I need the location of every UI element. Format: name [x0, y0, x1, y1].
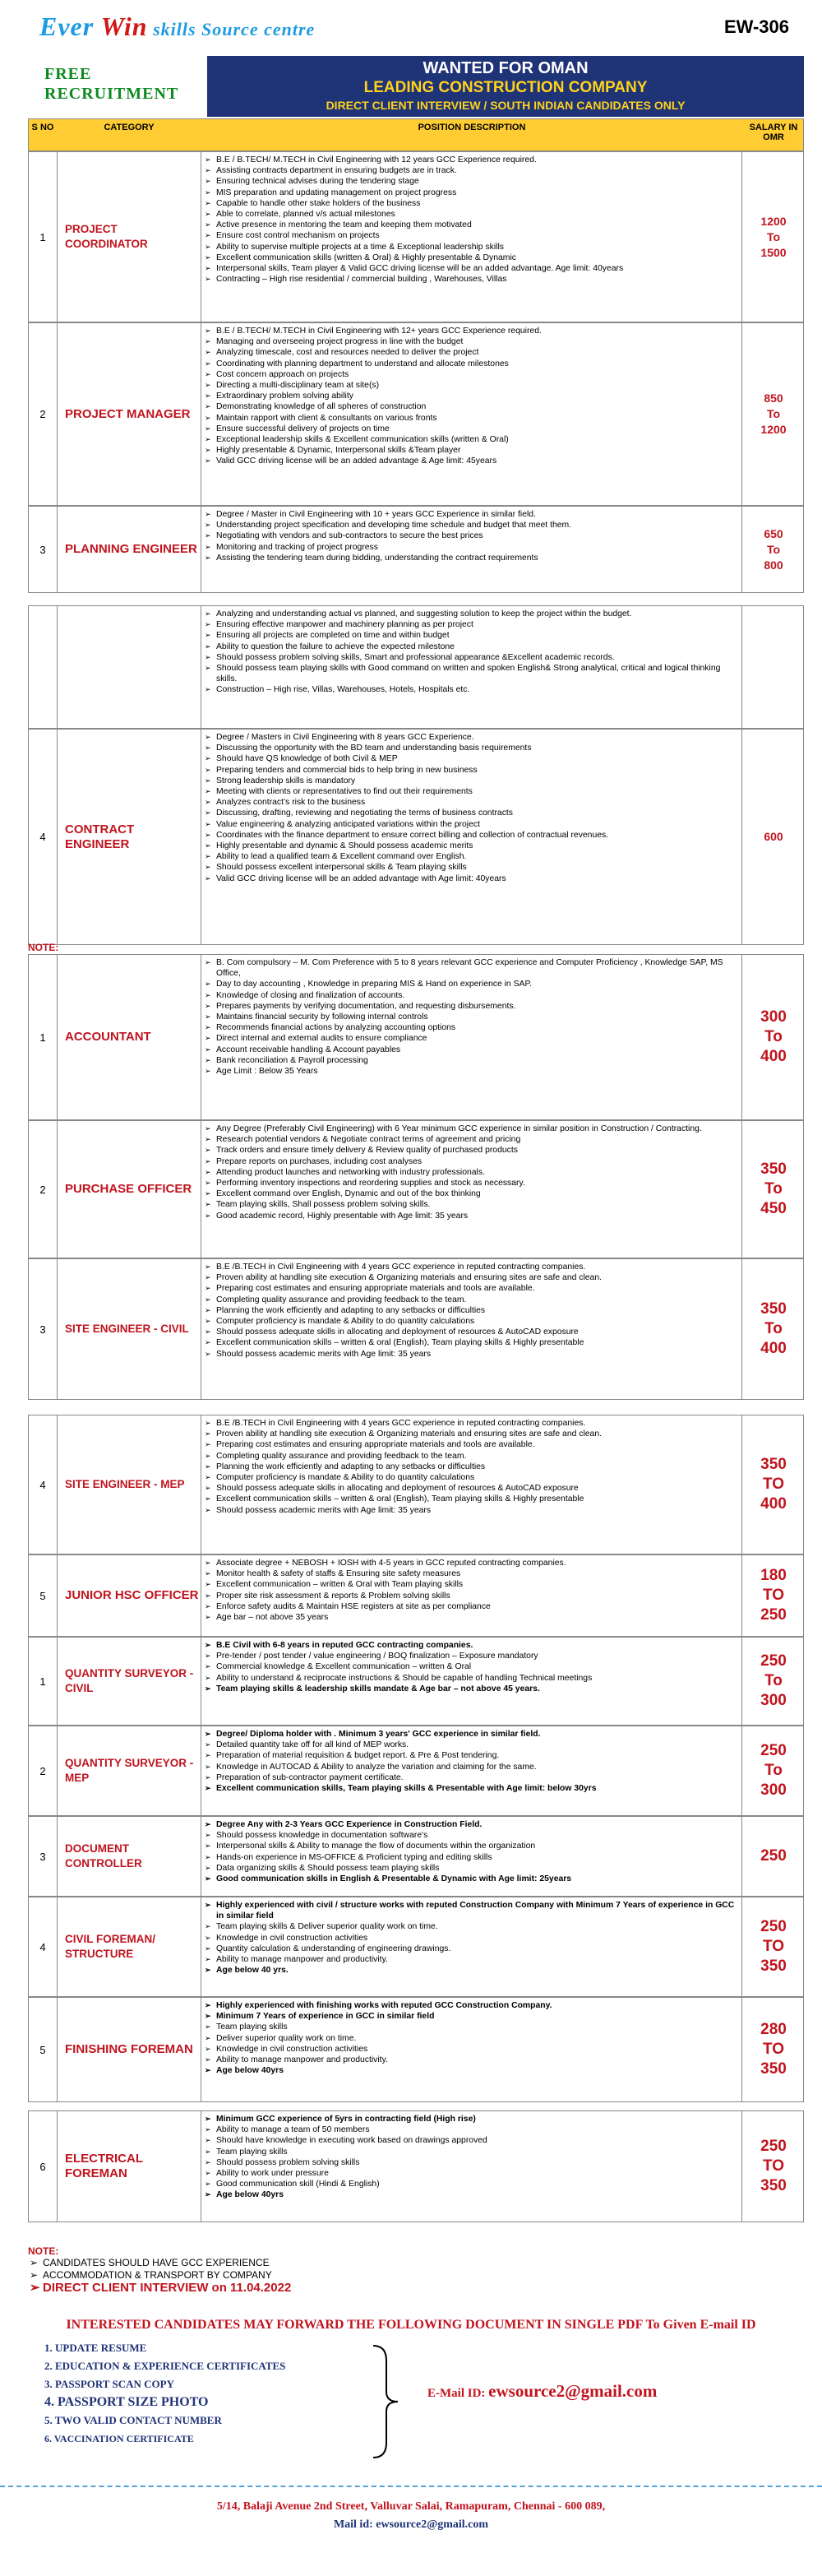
- row-sn: 6: [29, 2111, 58, 2222]
- description-item: ➢ Ability to manage a team of 50 members: [205, 2124, 738, 2135]
- description-item: ➢ Monitor health & safety of staffs & Ensuring site safety measures: [205, 1568, 738, 1579]
- table-row: [28, 1554, 804, 1637]
- row-description: [201, 1638, 742, 1725]
- description-item: ➢ Degree / Masters in Civil Engineering with 8 years GCC Experience.: [205, 732, 738, 743]
- description-item: ➢ Discussing, drafting, reviewing and negotiating the terms of business contracts: [205, 808, 738, 818]
- description-item: ➢ Pre-tender / post tender / value engineering / BOQ finalization – Exposure mandatory: [205, 1651, 738, 1661]
- description-item: ➢ Should possess problem solving skills: [205, 2157, 738, 2168]
- description-item: ➢ Day to day accounting , Knowledge in preparing MIS & Hand on experience in SAP.: [205, 979, 738, 989]
- row-category: FINISHING FOREMAN: [57, 1998, 201, 2101]
- row-category: CIVIL FOREMAN/ STRUCTURE: [57, 1897, 201, 1996]
- description-item: ➢ Ability to lead a qualified team & Excellent command over English.: [205, 851, 738, 862]
- banner-company: LEADING CONSTRUCTION COMPANY: [363, 79, 648, 96]
- email-address[interactable]: ewsource2@gmail.com: [488, 2381, 658, 2401]
- description-item: ➢ Degree Any with 2-3 Years GCC Experience in Construction Field.: [205, 1819, 738, 1830]
- description-item: ➢ Maintain rapport with client & consultants on various fronts: [205, 413, 738, 424]
- row-category: ELECTRICAL FOREMAN: [57, 2111, 201, 2222]
- footer-notes: [28, 2245, 291, 2294]
- row-salary: 250 TO 350: [760, 2138, 787, 2194]
- description-item: ➢ Recommends financial actions by analyzing accounting options: [205, 1022, 738, 1033]
- row-description: [201, 152, 742, 322]
- description-item: ➢ Should possess adequate skills in allocating and deployment of resources & AutoCAD exposure: [205, 1483, 738, 1494]
- row-description: [201, 1555, 742, 1636]
- col-salary: SALARY IN OMR: [749, 123, 798, 142]
- row-salary: 350 TO 400: [760, 1456, 787, 1513]
- row-sn: 3: [29, 1259, 58, 1399]
- description-item: ➢ Minimum GCC experience of 5yrs in contracting field (High rise): [205, 2114, 738, 2124]
- company-address: 5/14, Balaji Avenue 2nd Street, Valluvar Salai, Ramapuram, Chennai - 600 089,: [216, 2500, 606, 2513]
- row-sn: 5: [29, 1555, 58, 1636]
- description-item: ➢ Valid GCC driving license will be an added advantage with Age limit: 40years: [205, 873, 738, 884]
- description-item: ➢ Able to correlate, planned v/s actual milestones: [205, 209, 738, 220]
- row-sn: 4: [29, 730, 58, 944]
- footer-divider: [0, 2486, 822, 2487]
- description-item: ➢ Completing quality assurance and providing feedback to the team.: [205, 1451, 738, 1462]
- row-salary: 1200 To 1500: [760, 214, 787, 259]
- row-sn: 2: [29, 1121, 58, 1258]
- row-sn: 1: [29, 955, 58, 1119]
- description-item: ➢ Monitoring and tracking of project progress: [205, 542, 738, 553]
- row-sn: 4: [29, 1897, 58, 1996]
- description-item: ➢ Exceptional leadership skills & Excellent communication skills (written & Oral): [205, 434, 738, 445]
- table-row: [28, 1258, 804, 1400]
- description-item: ➢ Excellent communication – written & Oral with Team playing skills: [205, 1579, 738, 1590]
- footer-note-item: ➢ CANDIDATES SHOULD HAVE GCC EXPERIENCE: [28, 2257, 291, 2269]
- description-item: ➢ Deliver superior quality work on time.: [205, 2033, 738, 2044]
- description-item: ➢ Research potential vendors & Negotiate contract terms of agreement and pricing: [205, 1134, 738, 1145]
- row-salary: 850 To 1200: [760, 391, 787, 436]
- description-item: ➢ Discussing the opportunity with the BD team and understanding basis requirements: [205, 743, 738, 753]
- description-item: ➢ Team playing skills: [205, 2022, 738, 2032]
- description-item: ➢ Managing and overseeing project progress in line with the budget: [205, 336, 738, 347]
- description-item: ➢ Should possess adequate skills in allocating and deployment of resources & AutoCAD exposure: [205, 1327, 738, 1337]
- row-description: [201, 507, 742, 592]
- row-description: [201, 1998, 742, 2101]
- row-description: [201, 1415, 742, 1554]
- doc-item: 3. PASSPORT SCAN COPY: [44, 2378, 174, 2390]
- row-category: [57, 606, 201, 728]
- description-item: ➢ B.E /B.TECH in Civil Engineering with 4 years GCC experience in reputed contracting companies.: [205, 1418, 738, 1429]
- description-item: ➢ Preparation of material requisition & budget report. & Pre & Post tendering.: [205, 1750, 738, 1761]
- description-item: ➢ Prepare reports on purchases, including cost analyses: [205, 1156, 738, 1167]
- description-item: ➢ B.E / B.TECH/ M.TECH in Civil Engineering with 12+ years GCC Experience required.: [205, 326, 738, 336]
- table-row: [28, 1120, 804, 1258]
- banner-title: WANTED FOR OMAN: [423, 59, 589, 77]
- col-description: POSITION DESCRIPTION: [418, 123, 526, 132]
- row-description: [201, 606, 742, 728]
- description-item: ➢ MIS preparation and updating management on project progress: [205, 188, 738, 198]
- description-item: ➢ Proven ability at handling site execution & Organizing materials and ensuring sites are safe and clean.: [205, 1429, 738, 1439]
- description-item: ➢ Preparation of sub-contractor payment certificate.: [205, 1772, 738, 1783]
- description-item: ➢ Good communication skill (Hindi & English): [205, 2179, 738, 2189]
- row-category: QUANTITY SURVEYOR - CIVIL: [57, 1638, 201, 1725]
- row-category: PROJECT MANAGER: [57, 323, 201, 505]
- description-item: ➢ B.E / B.TECH/ M.TECH in Civil Engineering with 12 years GCC Experience required.: [205, 155, 738, 165]
- description-item: ➢ Coordinates with the finance department to ensure correct billing and collection of contractual revenues.: [205, 830, 738, 841]
- row-category: ACCOUNTANT: [57, 955, 201, 1119]
- description-item: ➢ Account receivable handling & Account payables: [205, 1045, 738, 1055]
- description-item: ➢ Coordinating with planning department to understand and allocate milestones: [205, 359, 738, 369]
- row-salary: 280 TO 350: [760, 2021, 787, 2078]
- description-item: ➢ Ability to work under pressure: [205, 2168, 738, 2179]
- description-item: ➢ Should possess academic merits with Age limit: 35 years: [205, 1349, 738, 1360]
- description-item: ➢ Knowledge in civil construction activities: [205, 2044, 738, 2055]
- description-item: ➢ Highly experienced with finishing works with reputed GCC Construction Company.: [205, 2000, 738, 2011]
- row-salary: [742, 606, 805, 728]
- description-item: ➢ Knowledge of closing and finalization of accounts.: [205, 990, 738, 1001]
- description-item: ➢ Ability to supervise multiple projects at a time & Exceptional leadership skills: [205, 242, 738, 253]
- description-item: ➢ Ensuring all projects are completed on time and within budget: [205, 630, 738, 641]
- doc-item: 5. TWO VALID CONTACT NUMBER: [44, 2414, 222, 2426]
- description-item: ➢ Strong leadership skills is mandatory: [205, 776, 738, 786]
- row-sn: 2: [29, 1726, 58, 1815]
- description-item: ➢ Enforce safety audits & Maintain HSE registers at site as per compliance: [205, 1601, 738, 1612]
- description-item: ➢ Should possess problem solving skills, Smart and professional appearance &Excellent academic records.: [205, 652, 738, 663]
- banner-interview: DIRECT CLIENT INTERVIEW / SOUTH INDIAN CANDIDATES ONLY: [326, 99, 686, 112]
- description-item: ➢ Should possess team playing skills with Good command on written and spoken English& Strong analytical, critical and logical thinking skills.: [205, 663, 738, 684]
- description-item: ➢ Meeting with clients or representatives to find out their requirements: [205, 786, 738, 797]
- doc-item: 4. PASSPORT SIZE PHOTO: [44, 2395, 209, 2409]
- description-item: ➢ Ensure successful delivery of projects on time: [205, 424, 738, 434]
- description-item: ➢ Excellent communication skills, Team playing skills & Presentable with Age limit: below 30yrs: [205, 1783, 738, 1794]
- row-sn: 3: [29, 1817, 58, 1896]
- row-description: [201, 1726, 742, 1815]
- description-item: ➢ Commercial knowledge & Excellent communication – written & Oral: [205, 1661, 738, 1672]
- description-item: ➢ Ability to question the failure to achieve the expected milestone: [205, 642, 738, 652]
- description-item: ➢ Excellent command over English, Dynamic and out of the box thinking: [205, 1188, 738, 1199]
- description-item: ➢ Should have QS knowledge of both Civil & MEP: [205, 753, 738, 764]
- description-item: ➢ Should possess knowledge in documentation software's: [205, 1830, 738, 1841]
- row-salary: 250 To 300: [760, 1742, 787, 1799]
- description-item: ➢ Planning the work efficiently and adapting to any setbacks or difficulties: [205, 1305, 738, 1316]
- description-item: ➢ Track orders and ensure timely delivery & Review quality of purchased products: [205, 1145, 738, 1156]
- row-category: QUANTITY SURVEYOR - MEP: [57, 1726, 201, 1815]
- description-item: ➢ B.E /B.TECH in Civil Engineering with 4 years GCC experience in reputed contracting companies.: [205, 1262, 738, 1272]
- description-item: ➢ Should possess academic merits with Age limit: 35 years: [205, 1505, 738, 1516]
- description-item: ➢ B. Com compulsory – M. Com Preference with 5 to 8 years relevant GCC experience and Computer Proficiency , Knowledge SAP, MS Office,: [205, 957, 738, 979]
- table-row: [28, 322, 804, 506]
- table-row: [28, 954, 804, 1120]
- description-item: ➢ Preparing tenders and commercial bids to help bring in new business: [205, 765, 738, 776]
- col-category: CATEGORY: [104, 123, 155, 132]
- table-row: [28, 1726, 804, 1816]
- description-item: ➢ Extraordinary problem solving ability: [205, 391, 738, 401]
- title-banner: [28, 56, 804, 117]
- row-description: [201, 730, 742, 944]
- description-item: ➢ Performing inventory inspections and reordering supplies and stock as necessary.: [205, 1178, 738, 1188]
- description-item: ➢ Assisting contracts department in ensuring budgets are in track.: [205, 165, 738, 176]
- description-item: ➢ Direct internal and external audits to ensure compliance: [205, 1033, 738, 1044]
- row-sn: 2: [29, 323, 58, 505]
- row-sn: 1: [29, 152, 58, 322]
- description-item: ➢ Good academic record, Highly presentable with Age limit: 35 years: [205, 1211, 738, 1221]
- description-item: ➢ Degree/ Diploma holder with . Minimum 3 years' GCC experience in similar field.: [205, 1729, 738, 1740]
- row-description: [201, 1897, 742, 1996]
- description-item: ➢ Active presence in mentoring the team and keeping them motivated: [205, 220, 738, 230]
- company-mail: Mail id: ewsource2@gmail.com: [333, 2518, 489, 2531]
- page-header: [0, 0, 822, 49]
- description-item: ➢ Quantity calculation & understanding of engineering drawings.: [205, 1944, 738, 1954]
- table-row: [28, 605, 804, 729]
- row-sn: 1: [29, 1638, 58, 1725]
- row-category: PROJECT COORDINATOR: [57, 152, 201, 322]
- description-item: ➢ Highly presentable and dynamic & Should possess academic merits: [205, 841, 738, 851]
- doc-item: 2. EDUCATION & EXPERIENCE CERTIFICATES: [44, 2360, 286, 2372]
- description-item: ➢ Bank reconciliation & Payroll processing: [205, 1055, 738, 1066]
- description-item: ➢ Team playing skills & leadership skills mandate & Age bar – not above 45 years.: [205, 1684, 738, 1694]
- description-item: ➢ Good communication skills in English & Presentable & Dynamic with Age limit: 25years: [205, 1874, 738, 1884]
- description-item: ➢ Maintains financial security by following internal controls: [205, 1012, 738, 1022]
- description-item: ➢ Should possess excellent interpersonal skills & Team playing skills: [205, 862, 738, 873]
- row-description: [201, 1259, 742, 1399]
- description-item: ➢ Age below 40yrs: [205, 2065, 738, 2076]
- row-salary: 350 To 450: [760, 1161, 787, 1217]
- company-logo: Ever Win skills Source centre: [39, 12, 316, 41]
- row-category: JUNIOR HSC OFFICER: [57, 1555, 201, 1636]
- table-row: [28, 1997, 804, 2102]
- description-item: ➢ Valid GCC driving license will be an added advantage & Age limit: 45years: [205, 456, 738, 466]
- description-item: ➢ Cost concern approach on projects: [205, 369, 738, 380]
- row-salary: 180 TO 250: [760, 1567, 787, 1624]
- col-sn: S NO: [31, 123, 54, 132]
- description-item: ➢ Detailed quantity take off for all kind of MEP works.: [205, 1740, 738, 1750]
- table-row: [28, 1897, 804, 1997]
- description-item: ➢ Planning the work efficiently and adapting to any setbacks or difficulties: [205, 1462, 738, 1472]
- interest-heading: INTERESTED CANDIDATES MAY FORWARD THE FOLLOWING DOCUMENT IN SINGLE PDF To Given E-mail ID: [66, 2318, 756, 2332]
- description-item: ➢ Directing a multi-disciplinary team at site(s): [205, 380, 738, 391]
- footer-note-title: NOTE:: [28, 2245, 59, 2257]
- row-salary: 650 To 800: [764, 526, 783, 572]
- description-item: ➢ Analyzing and understanding actual vs planned, and suggesting solution to keep the project within the budget.: [205, 609, 738, 619]
- description-item: ➢ Computer proficiency is mandate & Ability to do quantity calculations: [205, 1472, 738, 1483]
- ad-code: EW-306: [723, 16, 789, 37]
- description-item: ➢ Ensuring technical advises during the tendering stage: [205, 176, 738, 187]
- description-item: ➢ Team playing skills: [205, 2147, 738, 2157]
- description-item: ➢ Data organizing skills & Should possess team playing skills: [205, 1863, 738, 1874]
- row-salary: 300 To 400: [760, 1008, 787, 1065]
- description-item: ➢ Analyzing timescale, cost and resources needed to deliver the project: [205, 347, 738, 358]
- description-item: ➢ Proper site risk assessment & reports & Problem solving skills: [205, 1591, 738, 1601]
- description-item: ➢ Highly presentable & Dynamic, Interpersonal skills &Team player: [205, 445, 738, 456]
- description-item: ➢ Highly experienced with civil / structure works with reputed Construction Company with Minimum 7 Years of experience in GCC in similar field: [205, 1900, 738, 1921]
- row-description: [201, 1817, 742, 1896]
- description-item: ➢ Minimum 7 Years of experience in GCC in similar field: [205, 2011, 738, 2022]
- note-label-1: NOTE:: [28, 942, 59, 953]
- description-item: ➢ Assisting the tendering team during bidding, understanding the contract requirements: [205, 553, 738, 563]
- doc-item: 1. UPDATE RESUME: [44, 2342, 147, 2354]
- description-item: ➢ Understanding project specification and developing time schedule and budget that meet them.: [205, 520, 738, 530]
- row-description: [201, 1121, 742, 1258]
- free-recruitment-label: FREE RECRUITMENT: [28, 56, 207, 117]
- description-item: ➢ Demonstrating knowledge of all spheres of construction: [205, 401, 738, 412]
- description-item: ➢ Team playing skills & Deliver superior quality work on time.: [205, 1921, 738, 1932]
- table-row: [28, 1415, 804, 1554]
- doc-item: 6. VACCINATION CERTIFICATE: [44, 2433, 194, 2444]
- table-row: [28, 506, 804, 593]
- description-item: ➢ Ability to manage manpower and productivity.: [205, 1954, 738, 1965]
- description-item: ➢ Any Degree (Preferably Civil Engineering) with 6 Year minimum GCC experience in similar position in Construction / Contracting.: [205, 1124, 738, 1134]
- description-item: ➢ Excellent communication skills – written & oral (English), Team playing skills & Highly presentable: [205, 1494, 738, 1504]
- description-item: ➢ Excellent communication skills – written & oral (English), Team playing skills & Highly presentable: [205, 1337, 738, 1348]
- description-item: ➢ Team playing skills, Shall possess problem solving skills.: [205, 1199, 738, 1210]
- description-item: ➢ Analyzes contract’s risk to the business: [205, 797, 738, 808]
- table-header: [28, 118, 804, 151]
- row-sn: 3: [29, 507, 58, 592]
- description-item: ➢ Preparing cost estimates and ensuring appropriate materials and tools are available.: [205, 1439, 738, 1450]
- description-item: ➢ Interpersonal skills, Team player & Valid GCC driving license will be an added advantage. Age limit: 40years: [205, 263, 738, 274]
- description-item: ➢ Age Limit : Below 35 Years: [205, 1066, 738, 1077]
- row-description: [201, 2111, 742, 2222]
- description-item: ➢ Associate degree + NEBOSH + IOSH with 4-5 years in GCC reputed contracting companies.: [205, 1558, 738, 1568]
- row-sn: 4: [29, 1415, 58, 1554]
- table-row: [28, 1637, 804, 1726]
- description-item: ➢ Interpersonal skills & Ability to manage the flow of documents within the organization: [205, 1841, 738, 1851]
- row-salary: 600: [764, 830, 783, 843]
- description-item: ➢ Should have knowledge in executing work based on drawings approved: [205, 2135, 738, 2146]
- row-sn: [29, 606, 58, 728]
- table-row: [28, 729, 804, 945]
- description-item: ➢ Age bar – not above 35 years: [205, 1612, 738, 1623]
- description-item: ➢ Degree / Master in Civil Engineering with 10 + years GCC Experience in similar field.: [205, 509, 738, 520]
- description-item: ➢ Preparing cost estimates and ensuring appropriate materials and tools are available.: [205, 1283, 738, 1294]
- row-category: SITE ENGINEER - MEP: [57, 1415, 201, 1554]
- description-item: ➢ Age below 40 yrs.: [205, 1965, 738, 1976]
- row-category: CONTRACT ENGINEER: [57, 730, 201, 944]
- table-row: [28, 2110, 804, 2222]
- table-row: [28, 151, 804, 322]
- row-description: [201, 323, 742, 505]
- description-item: ➢ Proven ability at handling site execution & Organizing materials and ensuring sites are safe and clean.: [205, 1272, 738, 1283]
- table-row: [28, 1816, 804, 1897]
- description-item: ➢ Completing quality assurance and providing feedback to the team.: [205, 1295, 738, 1305]
- row-salary: 250 To 300: [760, 1652, 787, 1709]
- description-item: ➢ B.E Civil with 6-8 years in reputed GCC contracting companies.: [205, 1640, 738, 1651]
- description-item: ➢ Ensure cost control mechanism on projects: [205, 230, 738, 241]
- row-category: PURCHASE OFFICER: [57, 1121, 201, 1258]
- row-salary: 250 TO 350: [760, 1918, 787, 1975]
- description-item: ➢ Value engineering & analyzing anticipated variations within the project: [205, 819, 738, 830]
- description-item: ➢ Construction – High rise, Villas, Warehouses, Hotels, Hospitals etc.: [205, 684, 738, 695]
- description-item: ➢ Hands-on experience in MS-OFFICE & Proficient typing and editing skills: [205, 1852, 738, 1863]
- description-item: ➢ Negotiating with vendors and sub-contractors to secure the best prices: [205, 530, 738, 541]
- row-category: DOCUMENT CONTROLLER: [57, 1817, 201, 1896]
- description-item: ➢ Knowledge in AUTOCAD & Ability to analyze the variation and claiming for the same.: [205, 1762, 738, 1772]
- documents-list: [44, 2339, 285, 2448]
- row-category: SITE ENGINEER - CIVIL: [57, 1259, 201, 1399]
- footer-interview-date: ➢ DIRECT CLIENT INTERVIEW on 11.04.2022: [28, 2282, 291, 2294]
- row-description: [201, 955, 742, 1119]
- description-item: ➢ Ability to manage manpower and productivity.: [205, 2055, 738, 2065]
- footer-note-item: ➢ ACCOMMODATION & TRANSPORT BY COMPANY: [28, 2269, 291, 2282]
- description-item: ➢ Prepares payments by verifying documentation, and requesting disbursements.: [205, 1001, 738, 1012]
- description-item: ➢ Ensuring effective manpower and machinery planning as per project: [205, 619, 738, 630]
- description-item: ➢ Age below 40yrs: [205, 2189, 738, 2200]
- row-salary: 250: [760, 1847, 787, 1865]
- row-category: PLANNING ENGINEER: [57, 507, 201, 592]
- description-item: ➢ Attending product launches and networking with industry professionals.: [205, 1167, 738, 1178]
- description-item: ➢ Ability to understand & reciprocate instructions & Should be capable of handling Technical meetings: [205, 1673, 738, 1684]
- brace-icon: [370, 2344, 403, 2459]
- row-salary: 350 To 400: [760, 1300, 787, 1357]
- description-item: ➢ Computer proficiency is mandate & Ability to do quantity calculations: [205, 1316, 738, 1327]
- description-item: ➢ Contracting – High rise residential / commercial building , Warehouses, Villas: [205, 274, 738, 285]
- description-item: ➢ Excellent communication skills (written & Oral) & Highly presentable & Dynamic: [205, 253, 738, 263]
- description-item: ➢ Capable to handle other stake holders of the business: [205, 198, 738, 209]
- description-item: ➢ Knowledge in civil construction activities: [205, 1933, 738, 1944]
- email-contact: E-Mail ID: ewsource2@gmail.com: [427, 2381, 658, 2401]
- row-sn: 5: [29, 1998, 58, 2101]
